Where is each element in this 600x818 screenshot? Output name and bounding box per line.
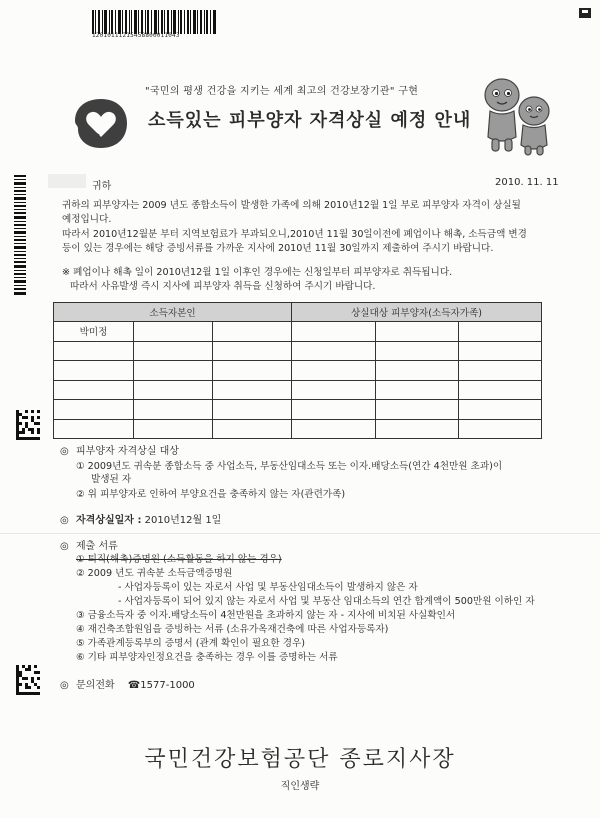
table-cell (459, 419, 542, 439)
section-loss-date (60, 511, 221, 526)
header-dependents: 상실대상 피부양자(소득자가족) (292, 303, 542, 322)
table-cell (54, 400, 134, 420)
fold-line (0, 533, 600, 534)
table-cell (134, 400, 213, 420)
table-cell (292, 380, 376, 400)
table-cell (292, 341, 376, 361)
table-cell (213, 361, 292, 381)
tagline: "국민의 평생 건강을 지키는 세계 최고의 건강보장기관" 구현 (145, 86, 419, 97)
table-cell (213, 322, 292, 342)
datamatrix-code-icon (16, 410, 40, 440)
table-cell (459, 400, 542, 420)
table-row (54, 400, 542, 420)
table-cell (54, 419, 134, 439)
header-income-earner: 소득자본인 (54, 303, 292, 322)
table-cell (54, 361, 134, 381)
table-cell (54, 341, 134, 361)
section-bullet-icon: ◎ (60, 541, 69, 552)
table-cell (213, 400, 292, 420)
section-title: 제출 서류 (76, 541, 118, 552)
table-cell (376, 419, 459, 439)
vertical-barcode (14, 175, 26, 295)
list-item: ② 2009 년도 귀속분 소득금액증명원 (76, 568, 233, 579)
list-item: ⑥ 기타 피부양자인정요건을 충족하는 경우 이를 증명하는 서류 (76, 652, 338, 663)
table-cell (292, 419, 376, 439)
datamatrix-code-icon (16, 665, 40, 695)
table-cell (376, 322, 459, 342)
issuer-name: 국민건강보험공단 종로지사장 (144, 747, 456, 772)
barcode (92, 10, 216, 34)
section-loss-target (60, 442, 179, 457)
corner-mark-icon (579, 8, 591, 18)
list-subitem: - 사업자등록이 있는 자로서 사업 및 부동산임대소득이 발생하지 않은 자 (118, 582, 418, 593)
list-item-continuation: 발생된 자 (91, 474, 132, 485)
table-cell (134, 322, 213, 342)
contact-section (60, 676, 195, 691)
table-cell (134, 341, 213, 361)
notice-note: ※ 폐업이나 해촉 일이 2010년12월 1일 이후인 경우에는 신청일부터 피부양자로 취득됩니다. 따라서 사유발생 즉시 지사에 피부양자 취득을 신청하여 주시기 바랍니다. (62, 267, 453, 292)
table-cell (134, 419, 213, 439)
cell-name: 박미정 (54, 322, 134, 342)
table-cell (292, 361, 376, 381)
table-cell (54, 380, 134, 400)
table-cell (376, 361, 459, 381)
list-item: ⑤ 가족관계등록부의 증명서 (관계 확인이 필요한 경우) (76, 638, 306, 649)
list-item: ④ 재건축조합원임을 증빙하는 서류 (소유가옥재건축에 따른 사업자등록자) (76, 624, 389, 635)
contact-phone: ☎1577-1000 (127, 680, 195, 691)
section-bullet-icon: ◎ (60, 515, 69, 526)
table-cell (459, 380, 542, 400)
table-cell (376, 341, 459, 361)
loss-date-label: 자격상실일자 : (76, 515, 142, 526)
table-cell (134, 361, 213, 381)
table-row (54, 361, 542, 381)
section-bullet-icon: ◎ (60, 680, 69, 691)
table-row (54, 322, 542, 342)
recipient-suffix: 귀하 (92, 181, 112, 192)
table-cell (292, 322, 376, 342)
table-cell (292, 400, 376, 420)
list-subitem: - 사업자등록이 되어 있지 않는 자로서 사업 및 부동산 임대소득의 연간 합계액이 500만원 이하인 자 (118, 596, 535, 607)
table-cell (134, 380, 213, 400)
table-row (54, 341, 542, 361)
table-cell (213, 341, 292, 361)
table-row (54, 380, 542, 400)
contact-label: 문의전화 (76, 680, 115, 691)
issue-date: 2010. 11. 11 (495, 177, 559, 188)
page-title: 소득있는 피부양자 자격상실 예정 안내 (148, 110, 472, 131)
table-cell (459, 322, 542, 342)
table-cell (459, 361, 542, 381)
nhis-heart-logo-icon (72, 95, 130, 151)
table-cell (459, 341, 542, 361)
section-bullet-icon: ◎ (60, 446, 69, 457)
loss-date-value: 2010년12월 1일 (144, 515, 222, 526)
table-cell (213, 419, 292, 439)
dependents-table (53, 302, 542, 439)
recipient-name-redacted (48, 174, 86, 188)
table-header-row (54, 303, 542, 322)
barcode-number: 12010111215458800011043 (92, 32, 180, 39)
list-item: ① 2009년도 귀속분 종합소득 중 사업소득, 부동산임대소득 또는 이자.배당소득(연간 4천만원 초과)이 (76, 461, 503, 472)
section-documents (60, 537, 118, 552)
mascot-characters-icon (478, 75, 556, 157)
seal-omitted-note: 직인생략 (280, 781, 320, 792)
list-item: ③ 금융소득자 중 이자.배당소득이 4천만원을 초과하지 않는 자 - 지사에 비치된 사실확인서 (76, 610, 456, 621)
notice-paragraph-2: 따라서 2010년12월분 부터 지역보험료가 부과되오니,2010년 11월 30일이전에 폐업이나 해촉, 소득금액 변경 등이 있는 경우에는 해당 증빙서류를 가까운 지사에 2010년 11월 30일까지 제출하여 주시기 바랍니다. (62, 229, 527, 254)
section-title: 피부양자 자격상실 대상 (76, 446, 179, 457)
table-row (54, 419, 542, 439)
list-item: ① 퇴직(해촉)증명원 (소득활동을 하지 않는 경우) (76, 554, 282, 565)
table-cell (376, 380, 459, 400)
list-item: ② 위 피부양자로 인하여 부양요건을 충족하지 않는 자(관련가족) (76, 489, 346, 500)
table-cell (376, 400, 459, 420)
table-cell (213, 380, 292, 400)
notice-paragraph-1: 귀하의 피부양자는 2009 년도 종합소득이 발생한 가족에 의해 2010년12월 1일 부로 피부양자 자격이 상실될 예정입니다. (62, 200, 521, 225)
